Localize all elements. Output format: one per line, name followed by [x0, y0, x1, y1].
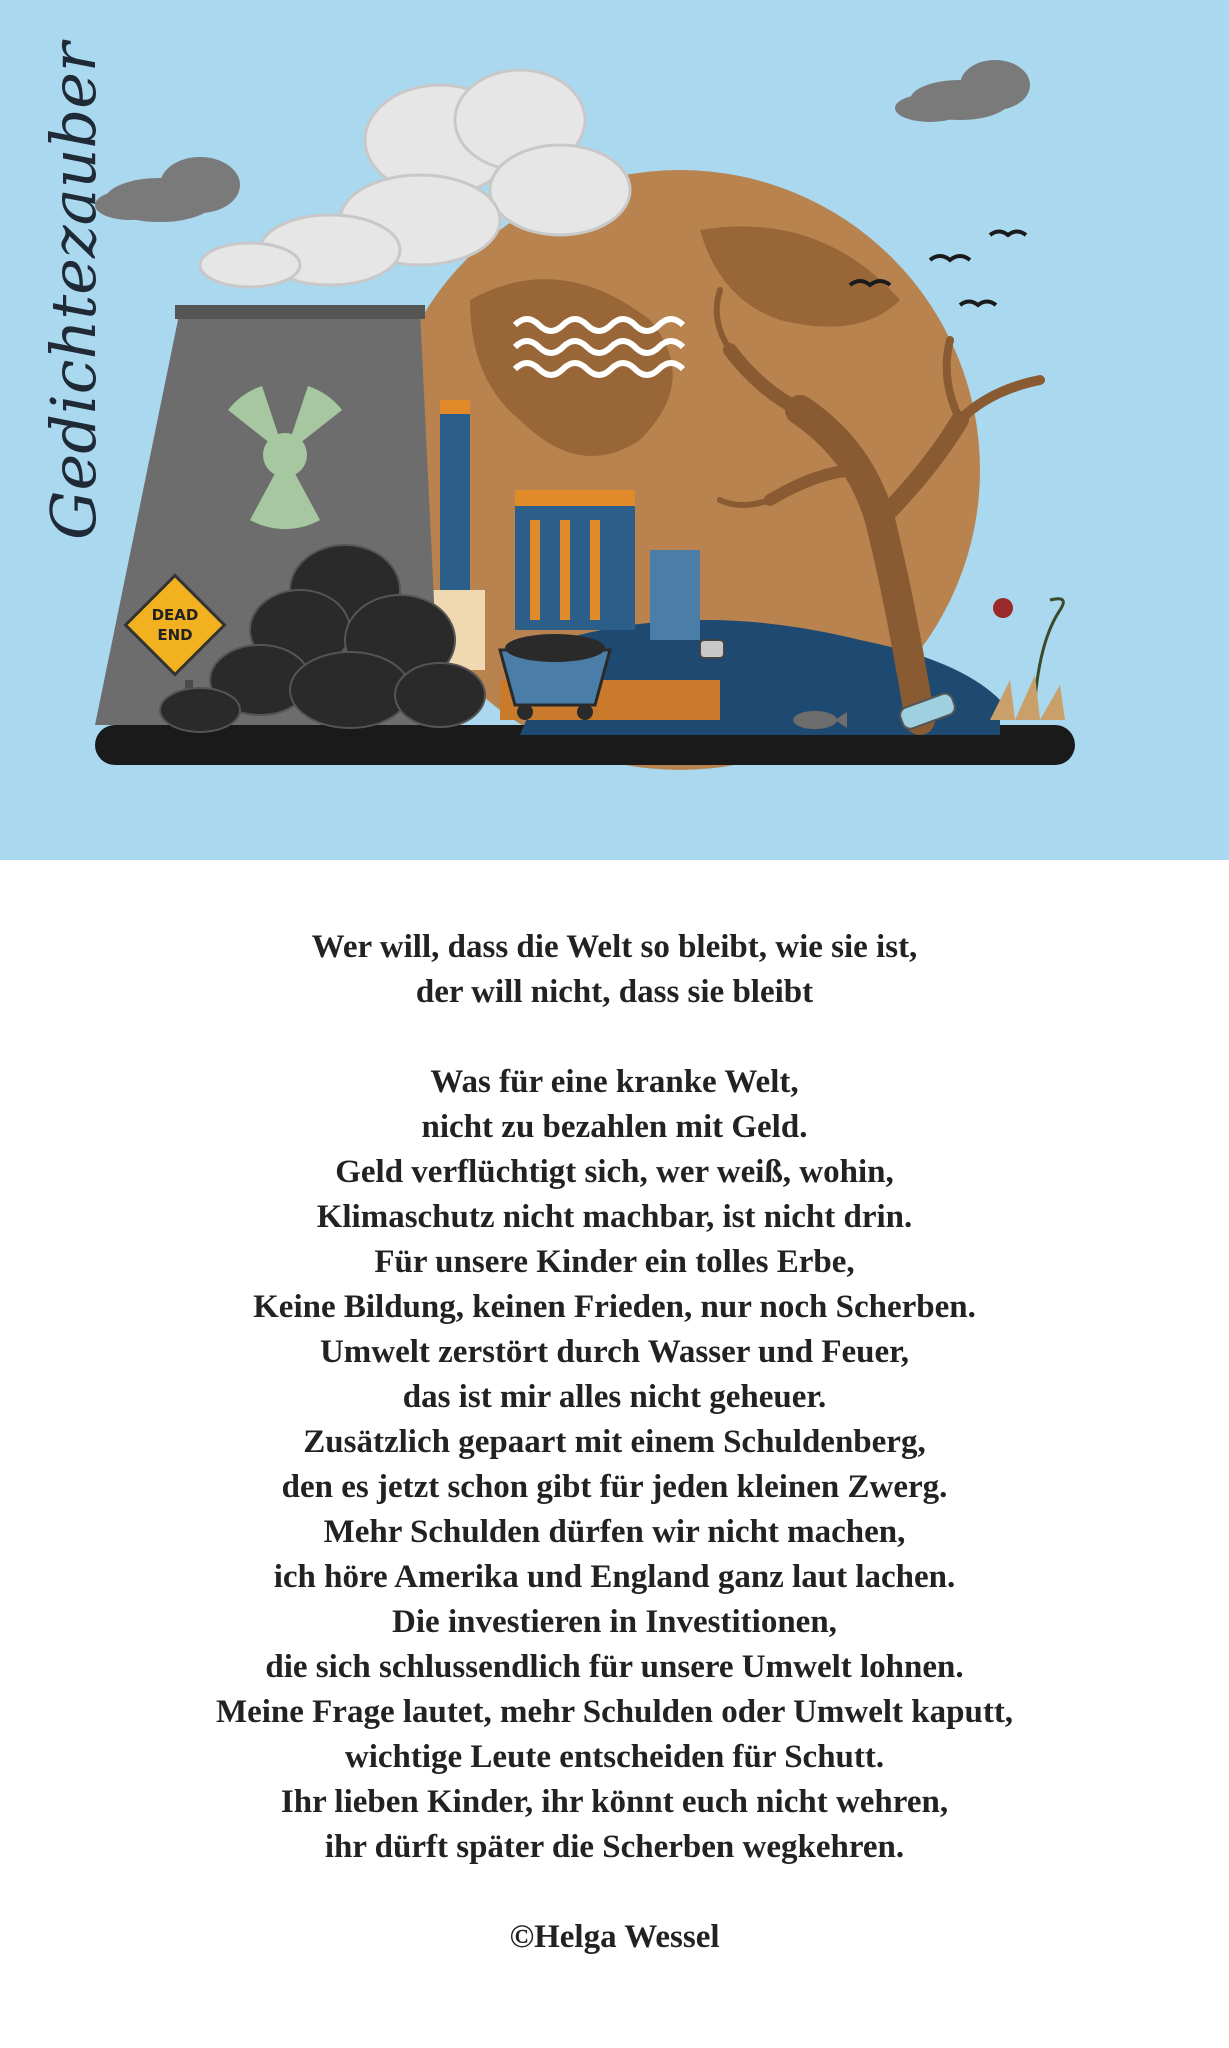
- pollution-illustration: [0, 0, 1229, 860]
- svg-text:END: END: [157, 626, 193, 644]
- cloud-right: [895, 60, 1030, 122]
- poem-body: [0, 1060, 1229, 1870]
- poem-line: Zusätzlich gepaart mit einem Schuldenberg,: [303, 1424, 926, 1460]
- poem-line: Was für eine kranke Welt,: [430, 1064, 799, 1100]
- poem-line: Geld verflüchtigt sich, wer weiß, wohin,: [335, 1154, 894, 1190]
- svg-text:DEAD: DEAD: [151, 606, 199, 624]
- poem-line: Mehr Schulden dürfen wir nicht machen,: [323, 1514, 906, 1550]
- poem-line: nicht zu bezahlen mit Geld.: [421, 1109, 808, 1145]
- poem-line: wichtige Leute entscheiden für Schutt.: [344, 1739, 885, 1775]
- poem-line: Die investieren in Investitionen,: [392, 1604, 837, 1640]
- poem-line: ich höre Amerika und England ganz laut lachen.: [273, 1559, 956, 1595]
- illustration-banner: [0, 0, 1229, 860]
- poem-line: Umwelt zerstört durch Wasser und Feuer,: [319, 1334, 910, 1370]
- poem-line: das ist mir alles nicht geheuer.: [402, 1379, 827, 1415]
- poem-line: Ihr lieben Kinder, ihr könnt euch nicht wehren,: [280, 1784, 949, 1820]
- poem-intro: [0, 925, 1229, 1015]
- poem-line: Keine Bildung, keinen Frieden, nur noch Scherben.: [253, 1289, 976, 1325]
- signature-logo: [0, 0, 140, 560]
- poem-line: ihr dürft später die Scherben wegkehren.: [324, 1829, 905, 1865]
- poem-line: Meine Frage lautet, mehr Schulden oder Umwelt kaputt,: [215, 1694, 1014, 1730]
- wilted-flower: [990, 598, 1065, 720]
- poem-line: den es jetzt schon gibt für jeden kleinen Zwerg.: [281, 1469, 948, 1505]
- poem: [0, 925, 1229, 1960]
- poem-line: die sich schlussendlich für unsere Umwelt lohnen.: [265, 1649, 964, 1685]
- svg-text:Gedichtezauber: Gedichtezauber: [37, 42, 110, 540]
- author-credit: ©Helga Wessel: [509, 1919, 720, 1955]
- poem-line: Für unsere Kinder ein tolles Erbe,: [374, 1244, 855, 1280]
- poem-line: Klimaschutz nicht machbar, ist nicht drin.: [316, 1199, 913, 1235]
- poem-line: Wer will, dass die Welt so bleibt, wie sie ist,: [311, 929, 918, 965]
- poem-line: der will nicht, dass sie bleibt: [415, 974, 814, 1010]
